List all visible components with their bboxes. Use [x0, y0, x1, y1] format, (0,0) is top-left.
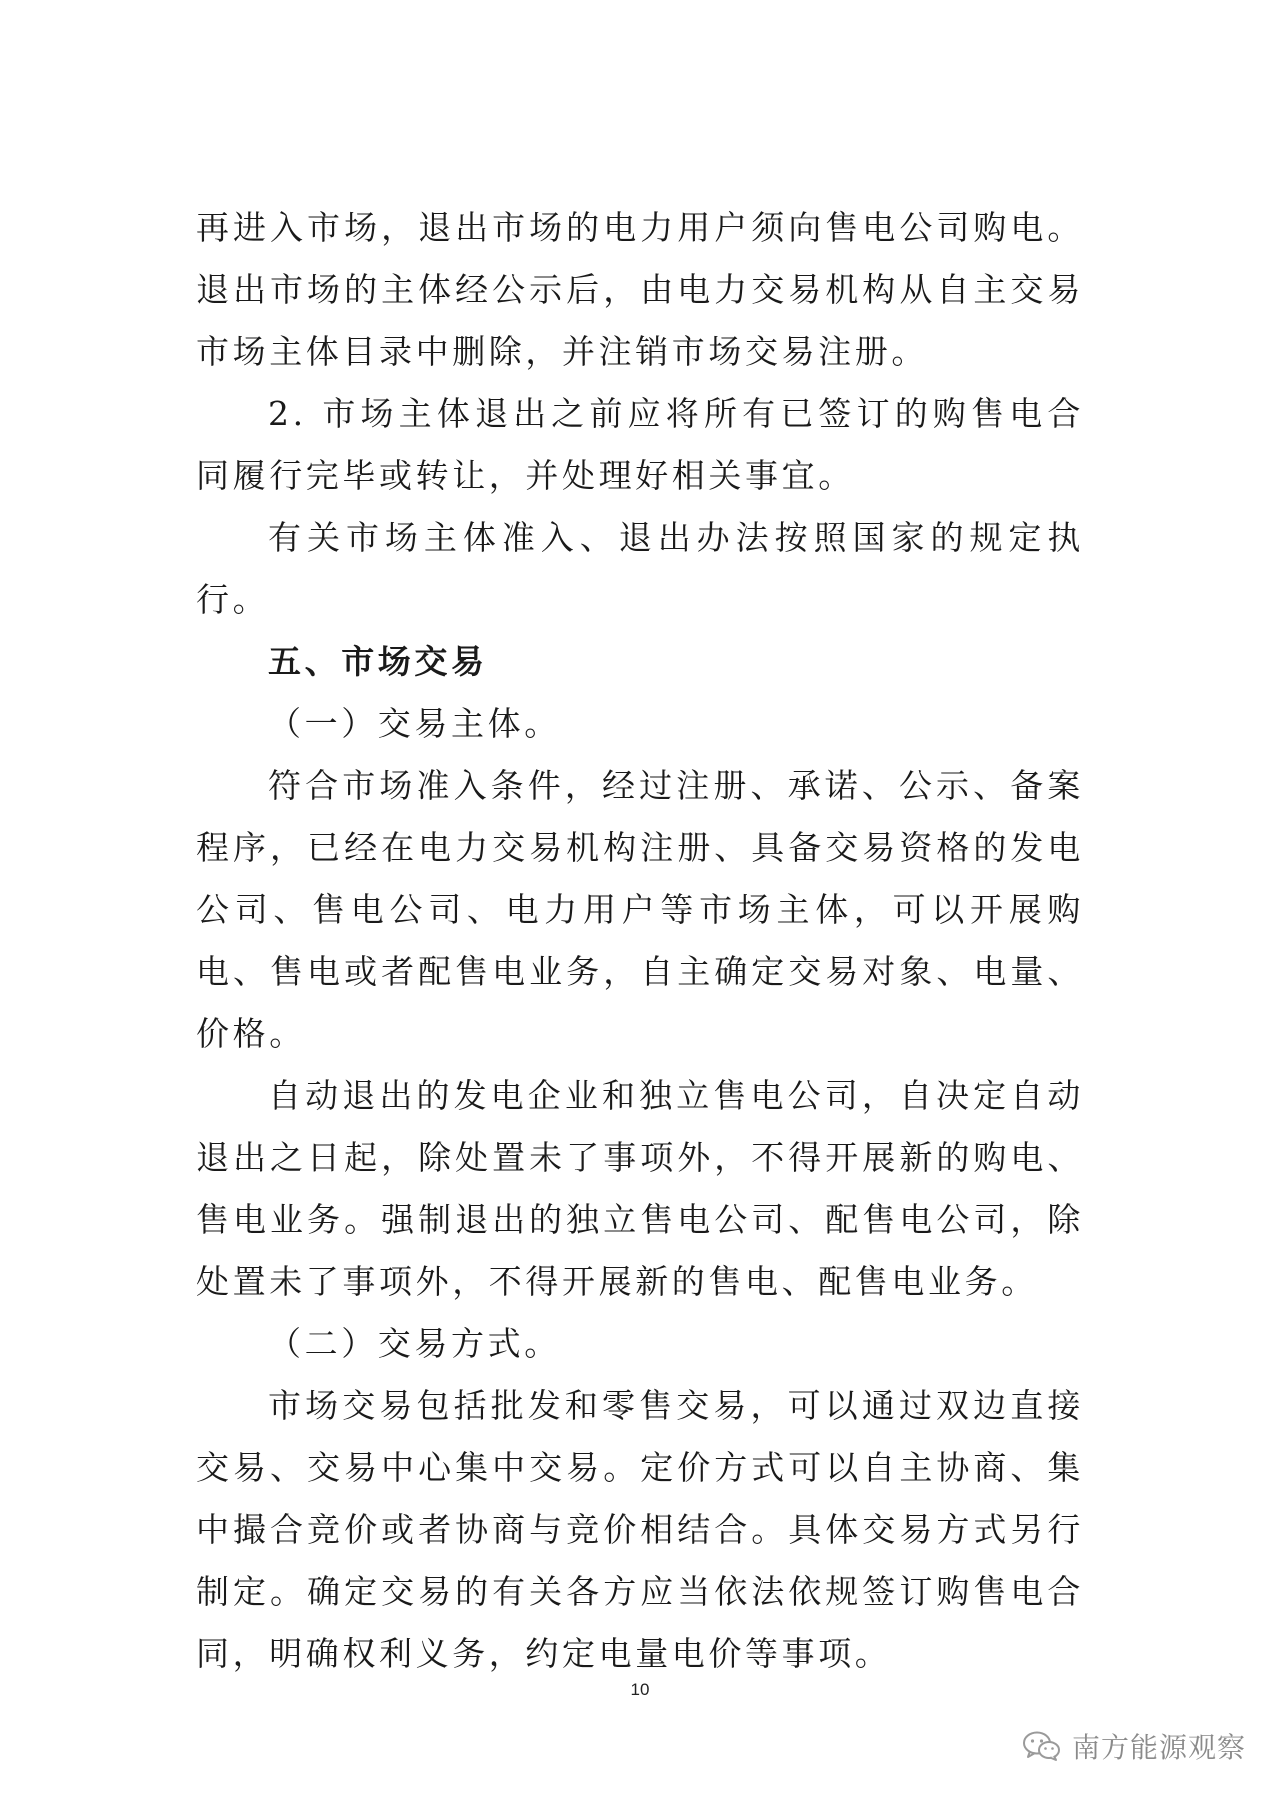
subheading-trading-methods: （二）交易方式。 — [268, 1324, 561, 1363]
section-heading-market-trading: 五、市场交易 — [268, 642, 488, 681]
paragraph-trading-methods: 市场交易包括批发和零售交易，可以通过双边直接交易、交易中心集中交易。定价方式可以自主协商、集中撮合竞价或者协商与竞价相结合。具体交易方式另行制定。确定交易的有关各方应当依法依规签订购售电合同，明确权利义务，约定电量电价等事项。 — [196, 1386, 1084, 1673]
paragraph-regulation-note: 有关市场主体准入、退出办法按照国家的规定执行。 — [196, 518, 1084, 619]
wechat-icon — [1022, 1730, 1062, 1762]
paragraph-item-2: 2. 市场主体退出之前应将所有已签订的购售电合同履行完毕或转让，并处理好相关事宜。 — [196, 394, 1084, 495]
subheading-trading-entities: （一）交易主体。 — [268, 704, 561, 743]
document-body — [196, 197, 1084, 1685]
paragraph-trading-entities: 符合市场准入条件，经过注册、承诺、公示、备案程序，已经在电力交易机构注册、具备交易资格的发电公司、售电公司、电力用户等市场主体，可以开展购电、售电或者配售电业务，自主确定交易对象、电量、价格。 — [196, 766, 1084, 1053]
watermark — [1022, 1726, 1246, 1766]
watermark-text: 南方能源观察 — [1071, 1731, 1246, 1764]
page-number: 10 — [630, 1680, 650, 1699]
paragraph-continuation: 再进入市场，退出市场的电力用户须向售电公司购电。退出市场的主体经公示后，由电力交易机构从自主交易市场主体目录中删除，并注销市场交易注册。 — [196, 208, 1084, 371]
paragraph-exit-rules: 自动退出的发电企业和独立售电公司，自决定自动退出之日起，除处置未了事项外，不得开展新的购电、售电业务。强制退出的独立售电公司、配售电公司，除处置未了事项外，不得开展新的售电、配售电业务。 — [196, 1076, 1084, 1301]
